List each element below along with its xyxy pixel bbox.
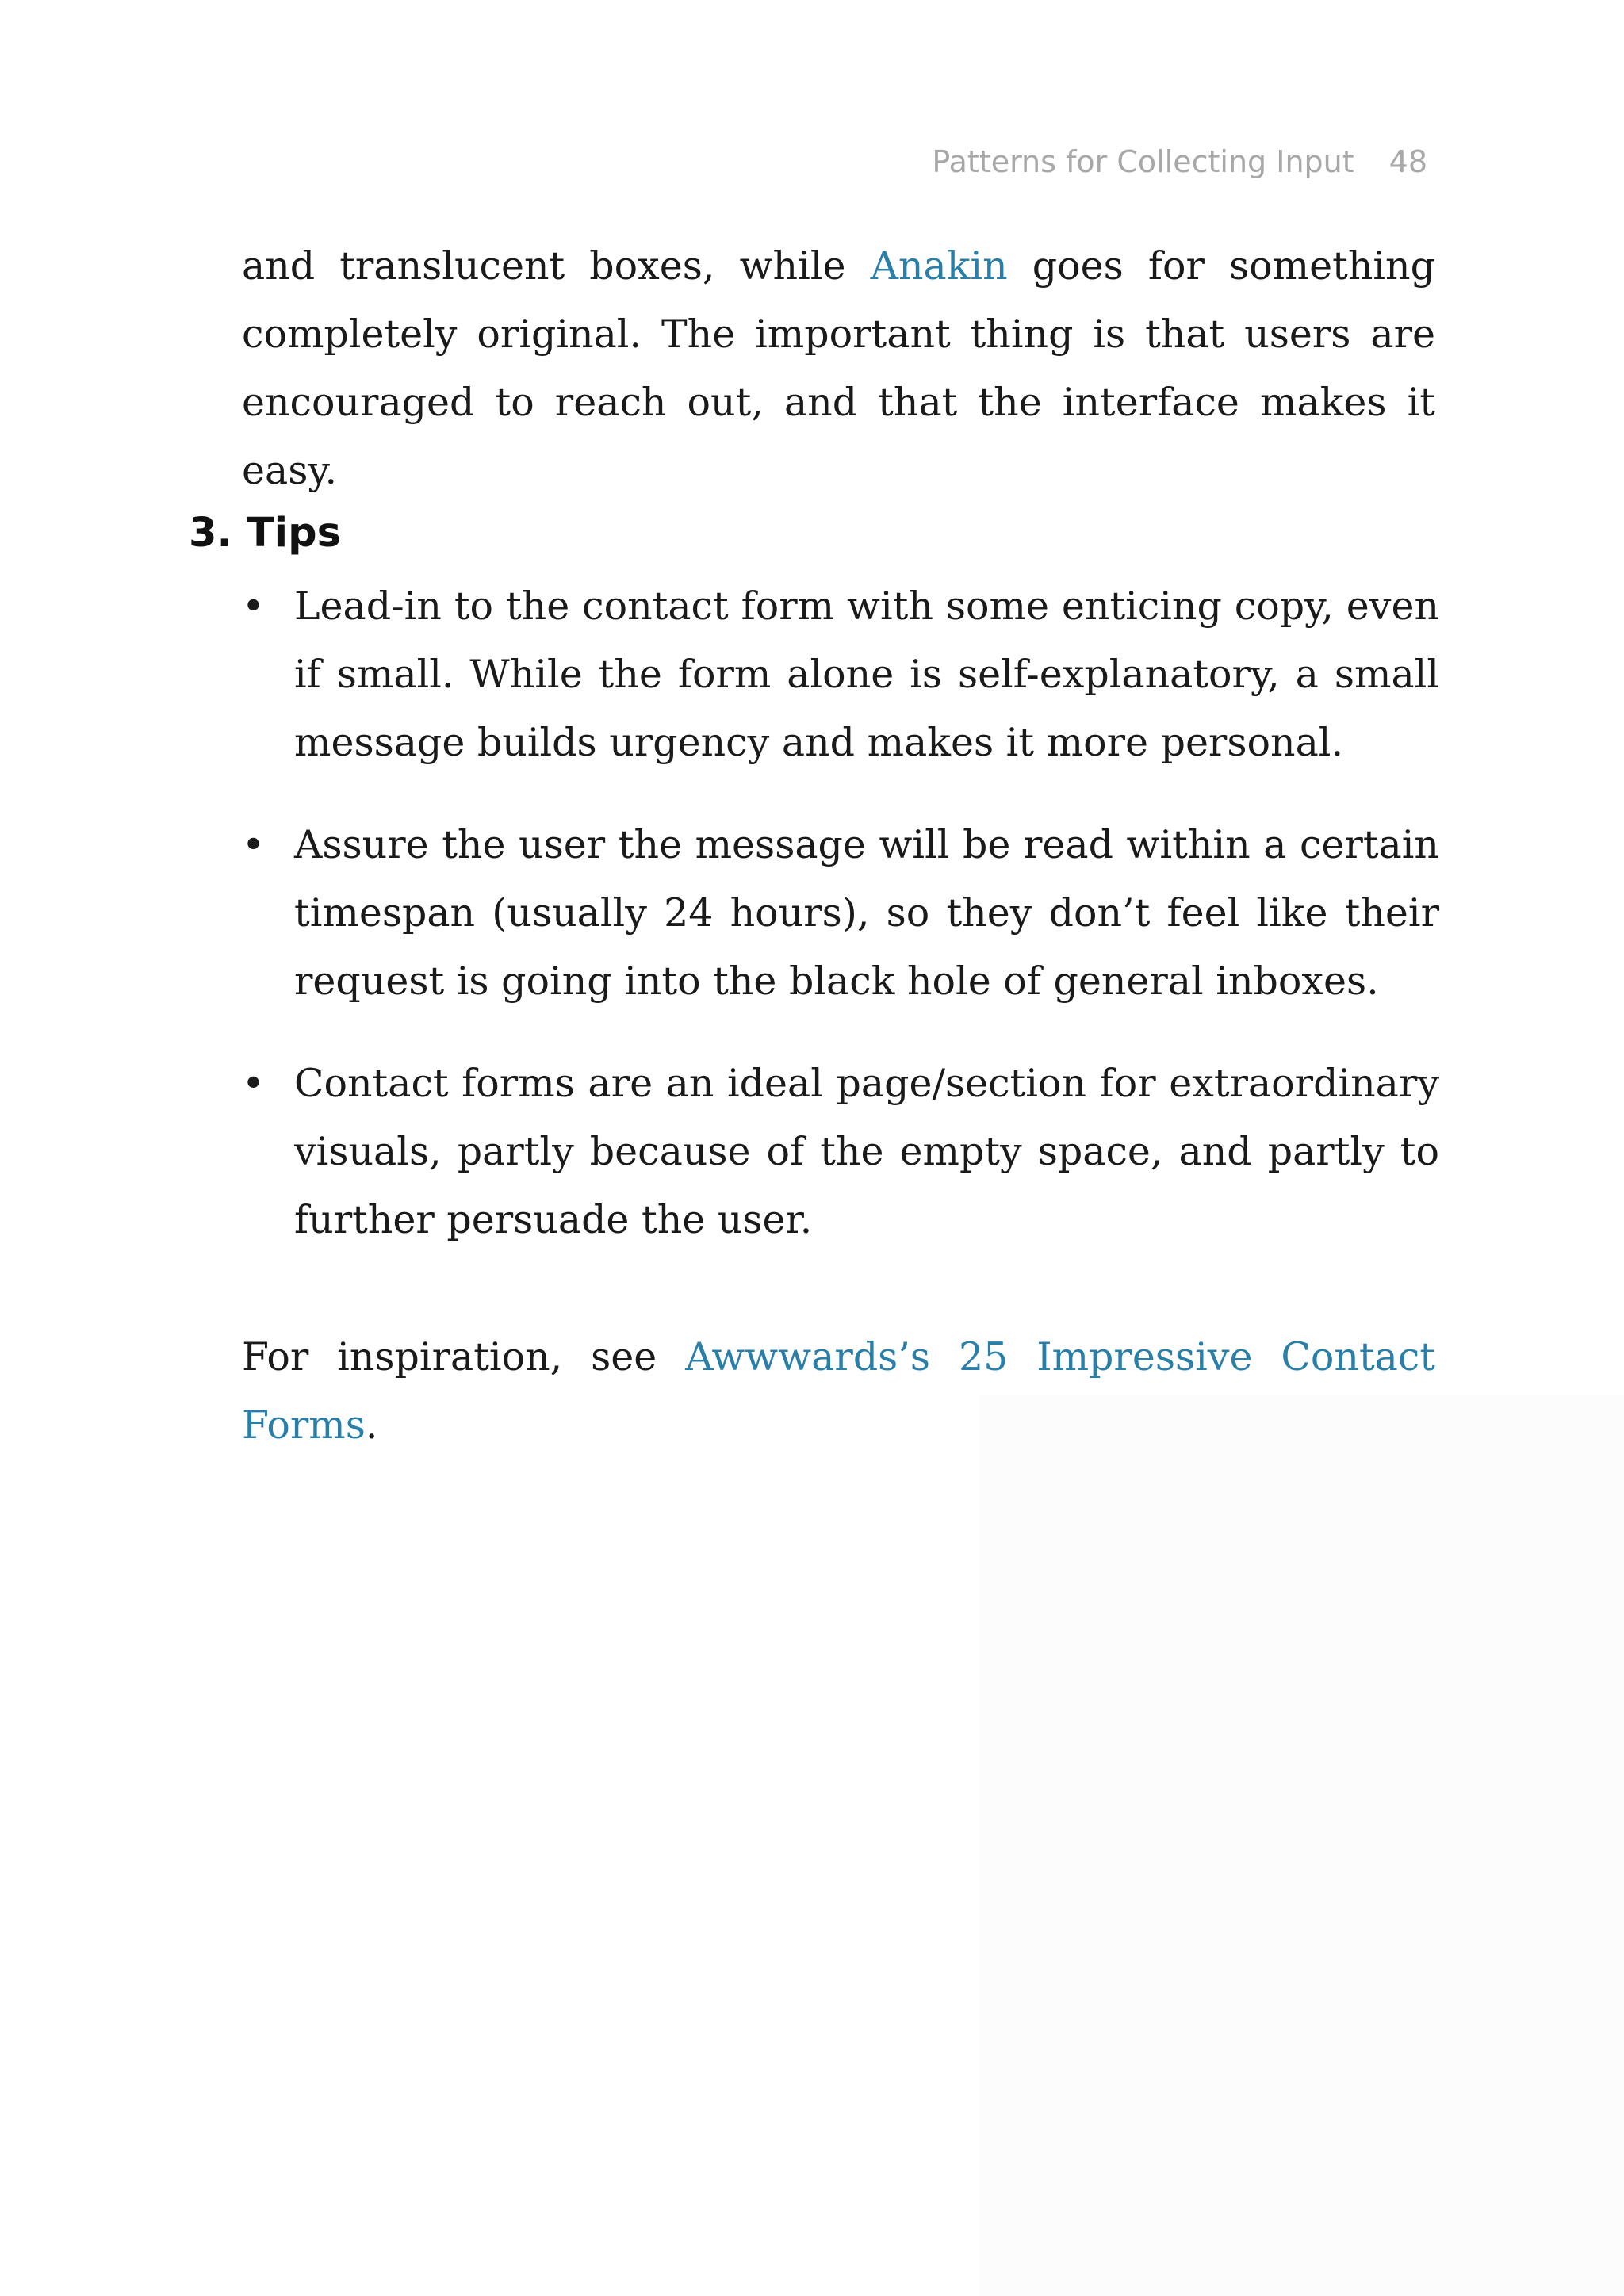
awwwards-contact-forms-link[interactable]: Awwwards’s 25 Impressive Contact Forms (242, 1334, 1435, 1448)
tip-text: Lead-in to the contact form with some enticing copy, even if small. While the form alone is self-explanatory, a small message builds urgency and makes it more personal. (294, 584, 1439, 765)
page-background-shade (979, 1395, 1624, 2296)
bullet-icon: • (242, 584, 265, 629)
anakin-link[interactable]: Anakin (870, 243, 1008, 289)
intro-text-start: and translucent boxes, while (242, 243, 871, 289)
chapter-title: Patterns for Collecting Input (932, 144, 1354, 179)
list-item (242, 811, 1439, 1016)
tips-list (242, 572, 1439, 1288)
section-number: 3. (189, 510, 232, 557)
bullet-icon: • (242, 822, 265, 867)
closing-text-start: For inspiration, see (242, 1334, 686, 1380)
closing-paragraph (242, 1323, 1435, 1460)
section-heading (189, 510, 341, 557)
list-item (242, 1050, 1439, 1254)
closing-text-end: . (365, 1402, 378, 1448)
tip-text: Contact forms are an ideal page/section for extraordinary visuals, partly because of the empty space, and partly to further persuade the user. (294, 1061, 1439, 1242)
list-item (242, 572, 1439, 777)
intro-paragraph (242, 232, 1435, 505)
running-header (932, 144, 1427, 179)
bullet-icon: • (242, 1061, 265, 1106)
page-number: 48 (1388, 144, 1427, 179)
tip-text: Assure the user the message will be read within a certain timespan (usually 24 hours), so they don’t feel like their request is going into the black hole of general inboxes. (294, 822, 1439, 1004)
section-title: Tips (246, 510, 342, 557)
intro-text-end: goes for something completely original. The important thing is that users are encouraged to reach out, and that the interface makes it easy. (242, 243, 1435, 493)
